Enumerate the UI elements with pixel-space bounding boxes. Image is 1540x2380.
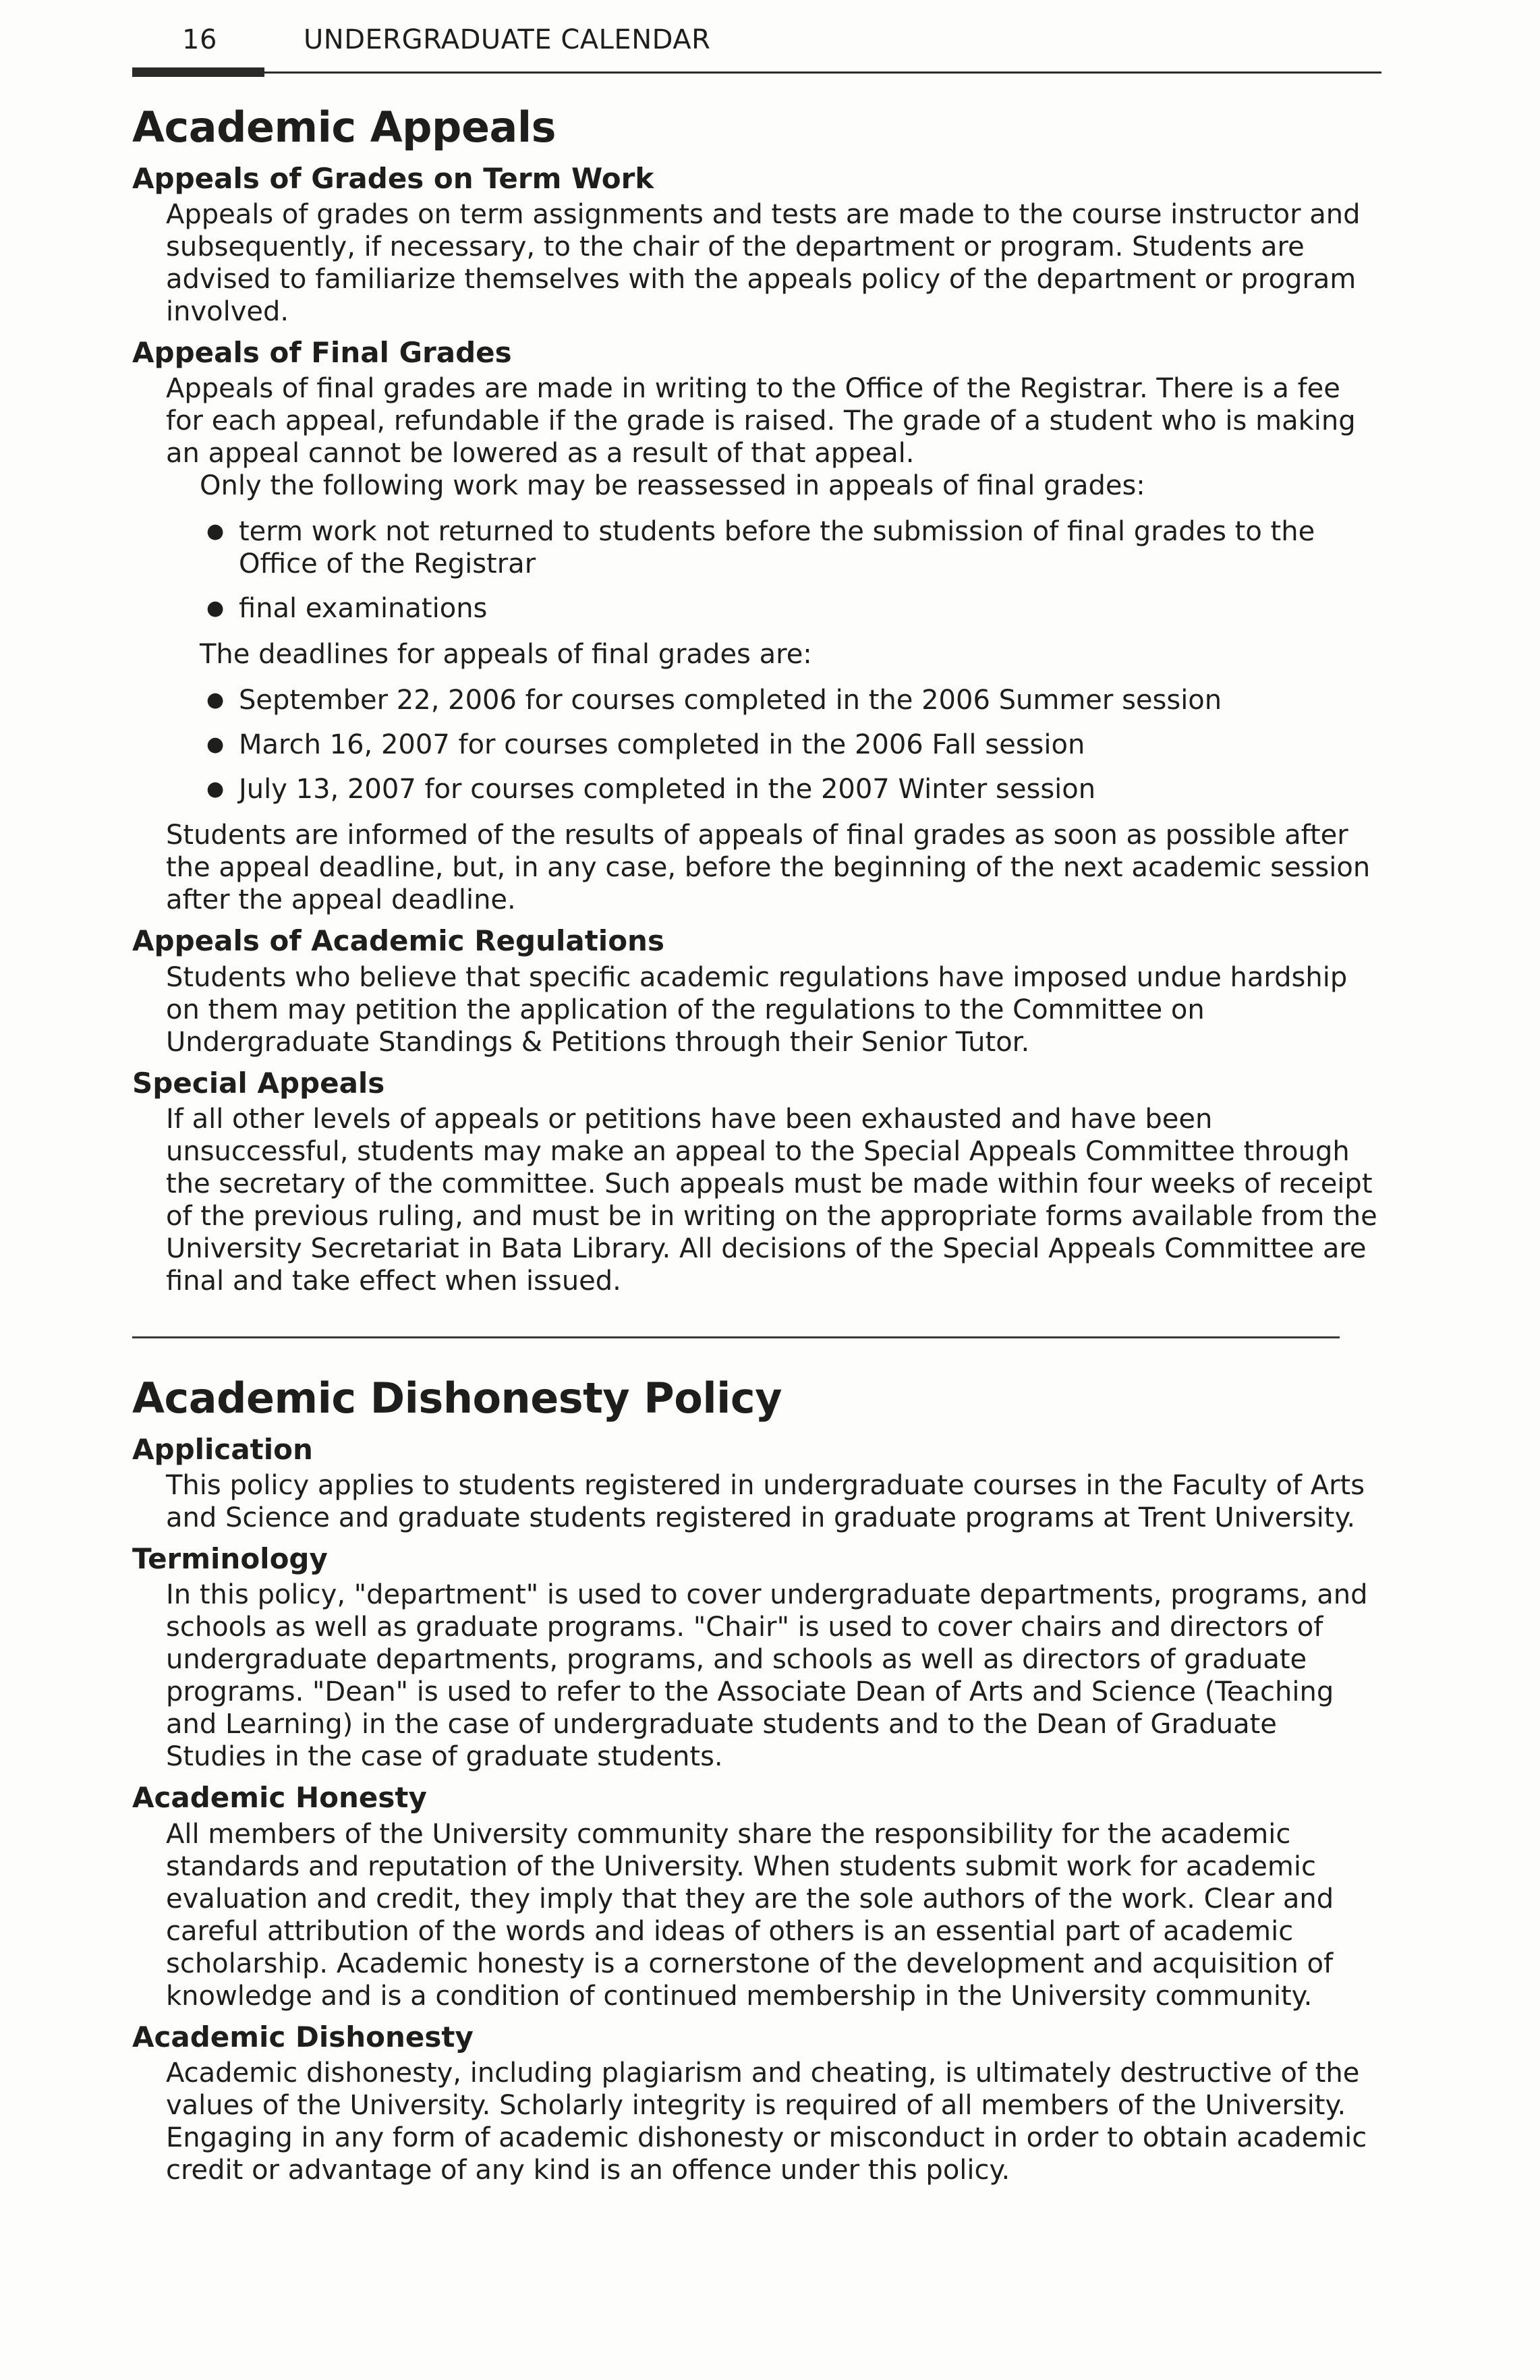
paragraph: The deadlines for appeals of final grades are: — [200, 639, 812, 671]
subsection-heading: Special Appeals — [132, 1066, 385, 1100]
subsection-heading: Application — [132, 1432, 313, 1466]
paragraph: Appeals of final grades are made in writing to the Office of the Registrar. There is a fee for each appeal, refundable if the grade is raised. The grade of a student who is making an appeal cannot be lowered as a result of that appeal. — [166, 373, 1356, 470]
list-item: ● final examinations — [206, 593, 488, 625]
list-item: ● term work not returned to students before the submission of final grades to the Office of the Registrar — [206, 516, 1315, 580]
list-item: ● July 13, 2007 for courses completed in the 2007 Winter session — [206, 774, 1096, 805]
running-header — [182, 24, 710, 55]
paragraph: Students are informed of the results of appeals of final grades as soon as possible after the appeal deadline, but, in any case, before the beginning of the next academic session after the appeal deadline. — [166, 820, 1371, 916]
running-title: UNDERGRADUATE CALENDAR — [304, 24, 711, 55]
page-content — [132, 101, 1381, 2186]
subsection-heading: Academic Dishonesty — [132, 2020, 474, 2053]
section-academic-dishonesty-policy — [132, 1372, 1381, 2186]
section-academic-appeals — [132, 101, 1381, 1297]
bullet-list — [206, 684, 1381, 805]
paragraph: In this policy, "department" is used to cover undergraduate departments, programs, and schools as well as graduate programs. "Chair" is used to cover chairs and directors of undergraduate departments, programs, and schools as well as directors of graduate programs. "Dean" is used to refer to the Associate Dean of Arts and Science (Teaching and Learning) in the case of undergraduate students and to the Dean of Graduate Studies in the case of graduate students. — [166, 1579, 1368, 1773]
paragraph: Students who believe that specific academic regulations have imposed undue hardship on them may petition the application of the regulations to the Committee on Undergraduate Standings & Petitions through their Senior Tutor. — [166, 961, 1348, 1058]
section-divider — [132, 1336, 1340, 1338]
bullet-icon: ● — [206, 777, 225, 801]
bullet-list — [206, 515, 1381, 625]
paragraph: Academic dishonesty, including plagiarism and cheating, is ultimately destructive of the values of the University. Scholarly integrity is required of all members of the University. Engaging in any form of academic dishonesty or misconduct in order to obtain academic credit or advantage of any kind is an offence under this policy. — [166, 2058, 1367, 2186]
header-rule — [132, 72, 1381, 74]
subsection-heading: Academic Honesty — [132, 1781, 427, 1815]
bullet-icon: ● — [206, 519, 225, 544]
subsection-heading: Terminology — [132, 1541, 328, 1575]
paragraph: All members of the University community share the responsibility for the academic standards and reputation of the University. When students submit work for academic evaluation and credit, they imply that they are the sole authors of the work. Clear and careful attribution of the words and ideas of others is an essential part of academic scholarship. Academic honesty is a cornerstone of the development and acquisition of knowledge and is a condition of continued membership in the University community. — [166, 1818, 1334, 2012]
page-number: 16 — [182, 24, 217, 55]
bullet-icon: ● — [206, 596, 225, 621]
bullet-icon: ● — [206, 688, 225, 712]
subsection-heading: Appeals of Final Grades — [132, 335, 512, 369]
paragraph: This policy applies to students registered in undergraduate courses in the Faculty of Arts and Science and graduate students registered in graduate programs at Trent University. — [166, 1469, 1365, 1533]
section-title: Academic Appeals — [132, 103, 556, 152]
paragraph: Appeals of grades on term assignments and tests are made to the course instructor and subsequently, if necessary, to the chair of the department or program. Students are advised to familiarize themselves with the appeals policy of the department or program involved. — [166, 198, 1361, 327]
subsection-heading: Appeals of Grades on Term Work — [132, 161, 654, 195]
bullet-icon: ● — [206, 733, 225, 757]
paragraph: Only the following work may be reassessed in appeals of final grades: — [200, 470, 1145, 502]
subsection-heading: Appeals of Academic Regulations — [132, 924, 664, 958]
list-item: ● March 16, 2007 for courses completed in the 2006 Fall session — [206, 729, 1085, 761]
section-title: Academic Dishonesty Policy — [132, 1373, 782, 1423]
list-item: ● September 22, 2006 for courses completed in the 2006 Summer session — [206, 685, 1222, 716]
paragraph: If all other levels of appeals or petitions have been exhausted and have been unsuccessful, students may make an appeal to the Special Appeals Committee through the secretary of the committee. Such appeals must be made within four weeks of receipt of the previous ruling, and must be in writing on the appropriate forms available from the University Secretariat in Bata Library. All decisions of the Special Appeals Committee are final and take effect when issued. — [166, 1104, 1377, 1297]
